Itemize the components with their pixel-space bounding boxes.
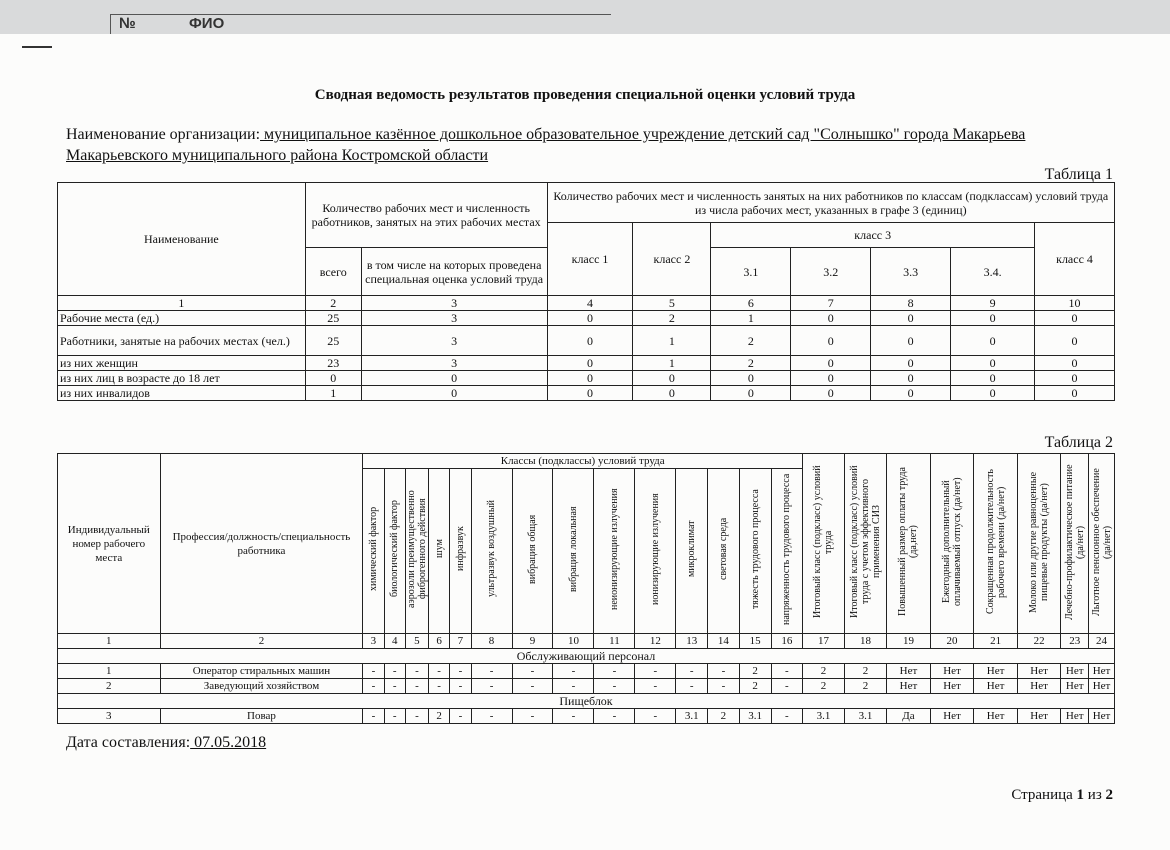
- t2-header-factor: напряженность трудового процесса: [771, 469, 803, 634]
- cell: -: [635, 679, 676, 694]
- cell: -: [450, 664, 471, 679]
- table1-caption: Таблица 1: [1044, 166, 1113, 183]
- cell: 0: [361, 371, 547, 386]
- cell: 0: [791, 371, 871, 386]
- organization-label: Наименование организации:: [66, 126, 261, 143]
- cell: -: [771, 664, 803, 679]
- table-row: [58, 679, 1115, 694]
- t2-header-factor: световая среда: [708, 469, 740, 634]
- t1-header-3-1: 3.1: [711, 248, 791, 296]
- page-current: 1: [1076, 787, 1085, 803]
- cell: 2: [711, 356, 791, 371]
- t1-header-classes: Количество рабочих мест и численность занятых на них работников по классам (подклассам) условий труда из числа рабочих мест, указанных в графе 3 (единиц): [547, 183, 1114, 223]
- cell: Нет: [974, 664, 1018, 679]
- cell: 0: [951, 386, 1035, 401]
- cell: -: [771, 679, 803, 694]
- workplace-number: 1: [58, 664, 161, 679]
- t1-header-class4: класс 4: [1035, 223, 1115, 296]
- cell: -: [512, 679, 553, 694]
- cell: 0: [951, 356, 1035, 371]
- t1-column-numbers: [58, 296, 1115, 311]
- cell: 1: [633, 326, 711, 356]
- t1-header-class2: класс 2: [633, 223, 711, 296]
- workplace-table: [57, 453, 1115, 724]
- cell: 3.1: [676, 709, 708, 724]
- cell: 0: [547, 371, 633, 386]
- t2-header-factor: ионизирующие излучения: [635, 469, 676, 634]
- cell: Нет: [974, 679, 1018, 694]
- t2-colnum: 7: [450, 634, 471, 649]
- t2-header-factor: микроклимат: [676, 469, 708, 634]
- cell: -: [384, 664, 405, 679]
- row-label: из них инвалидов: [58, 386, 306, 401]
- t2-colnum: 17: [803, 634, 845, 649]
- cell: 1: [305, 386, 361, 401]
- cell: -: [471, 679, 512, 694]
- cell: -: [676, 679, 708, 694]
- cell: -: [450, 709, 471, 724]
- row-label: Работники, занятые на рабочих местах (чел.): [58, 326, 306, 356]
- cell: 3: [361, 311, 547, 326]
- t2-header-extra: Ежегодный дополнительный оплачиваемый отпуск (да/нет): [930, 454, 974, 634]
- cell: 2: [803, 679, 845, 694]
- workplace-number: 3: [58, 709, 161, 724]
- t2-header-factor: химический фактор: [363, 469, 384, 634]
- page-mark: [22, 46, 52, 48]
- cell: Нет: [887, 664, 931, 679]
- cell: 25: [305, 311, 361, 326]
- cell: -: [594, 679, 635, 694]
- compile-date-value: 07.05.2018: [190, 734, 267, 751]
- t2-header-factor: шум: [428, 469, 449, 634]
- t2-column-numbers: [58, 634, 1115, 649]
- cell: 0: [791, 311, 871, 326]
- cell: 0: [871, 326, 951, 356]
- t2-colnum: 6: [428, 634, 449, 649]
- t1-colnum: 6: [711, 296, 791, 311]
- cell: -: [363, 679, 384, 694]
- t2-header-factor: неионизирующие излучения: [594, 469, 635, 634]
- cell: Нет: [1017, 709, 1061, 724]
- table-row: [58, 664, 1115, 679]
- cell: -: [708, 664, 740, 679]
- organization-line: [66, 124, 1126, 166]
- cell: Нет: [1017, 679, 1061, 694]
- table2-caption: Таблица 2: [1044, 434, 1113, 451]
- t1-colnum: 7: [791, 296, 871, 311]
- cell: 3.1: [739, 709, 771, 724]
- cell: -: [635, 664, 676, 679]
- cell: -: [471, 664, 512, 679]
- cell: Нет: [887, 679, 931, 694]
- cell: Нет: [1061, 679, 1089, 694]
- t2-header-factor: биологический фактор: [384, 469, 405, 634]
- compile-date: [66, 734, 266, 752]
- t2-colnum: 20: [930, 634, 974, 649]
- cell: 0: [1035, 371, 1115, 386]
- cell: -: [676, 664, 708, 679]
- cell: -: [450, 679, 471, 694]
- row-label: из них женщин: [58, 356, 306, 371]
- cell: 0: [711, 386, 791, 401]
- organization-value: муниципальное казённое дошкольное образовательное учреждение детский сад "Солнышко" города Макарьева Макарьевского муниципального района Костромской области: [66, 126, 1026, 164]
- cell: -: [363, 709, 384, 724]
- t2-header-extra: Итоговый класс (подкласс) условий труда с учетом эффективного применения СИЗ: [844, 454, 886, 634]
- t2-colnum: 12: [635, 634, 676, 649]
- cell: -: [594, 709, 635, 724]
- t2-colnum: 23: [1061, 634, 1089, 649]
- t2-header-extra: Сокращенная продолжительность рабочего времени (да/нет): [974, 454, 1018, 634]
- t1-header-3-4: 3.4.: [951, 248, 1035, 296]
- page-word: Страница: [1011, 787, 1073, 803]
- cell: 2: [708, 709, 740, 724]
- t2-header-extra: Повышенный размер оплаты труда (да,нет): [887, 454, 931, 634]
- cell: -: [405, 679, 428, 694]
- cell: -: [405, 709, 428, 724]
- table-row: [58, 371, 1115, 386]
- t2-header-profession: Профессия/должность/специальность работника: [160, 454, 363, 634]
- t2-colnum: 11: [594, 634, 635, 649]
- section-kitchen: Пищеблок: [58, 694, 1115, 709]
- t2-header-factor: инфразвук: [450, 469, 471, 634]
- t2-colnum: 16: [771, 634, 803, 649]
- cell: 25: [305, 326, 361, 356]
- cell: 3.1: [803, 709, 845, 724]
- t1-header-total: всего: [305, 248, 361, 296]
- table-row: [58, 709, 1115, 724]
- table-row: [58, 326, 1115, 356]
- cell: Нет: [930, 679, 974, 694]
- t2-colnum: 4: [384, 634, 405, 649]
- cell: 0: [871, 356, 951, 371]
- cell: -: [553, 709, 594, 724]
- cell: 0: [1035, 311, 1115, 326]
- cell: 0: [791, 326, 871, 356]
- row-label: Рабочие места (ед.): [58, 311, 306, 326]
- cell: 2: [633, 311, 711, 326]
- cell: -: [405, 664, 428, 679]
- cell: 23: [305, 356, 361, 371]
- cell: 0: [547, 326, 633, 356]
- cell: 0: [1035, 326, 1115, 356]
- cell: -: [384, 679, 405, 694]
- t2-colnum: 13: [676, 634, 708, 649]
- workplace-profession: Заведующий хозяйством: [160, 679, 363, 694]
- cell: Нет: [930, 709, 974, 724]
- cell: Нет: [1089, 709, 1115, 724]
- cell: 1: [633, 356, 711, 371]
- t1-header-name: Наименование: [58, 183, 306, 296]
- t2-colnum: 2: [160, 634, 363, 649]
- t1-colnum: 5: [633, 296, 711, 311]
- cell: 0: [547, 386, 633, 401]
- page-total: 2: [1105, 787, 1113, 803]
- t2-colnum: 19: [887, 634, 931, 649]
- ghost-col-name: ФИО: [189, 15, 225, 32]
- t2-header-factor: ультразвук воздушный: [471, 469, 512, 634]
- cell: -: [553, 664, 594, 679]
- cell: Нет: [1089, 679, 1115, 694]
- t2-colnum: 10: [553, 634, 594, 649]
- cell: 0: [951, 371, 1035, 386]
- t2-colnum: 15: [739, 634, 771, 649]
- t1-colnum: 2: [305, 296, 361, 311]
- cell: 0: [711, 371, 791, 386]
- t2-colnum: 21: [974, 634, 1018, 649]
- t2-header-classes: Классы (подклассы) условий труда: [363, 454, 803, 469]
- cell: 2: [844, 679, 886, 694]
- cell: Нет: [1061, 709, 1089, 724]
- cell: -: [771, 709, 803, 724]
- t1-header-class1: класс 1: [547, 223, 633, 296]
- cell: -: [471, 709, 512, 724]
- t1-colnum: 8: [871, 296, 951, 311]
- cell: Нет: [974, 709, 1018, 724]
- cell: -: [553, 679, 594, 694]
- cell: 0: [951, 326, 1035, 356]
- compile-date-label: Дата составления:: [66, 734, 191, 751]
- t2-colnum: 18: [844, 634, 886, 649]
- cell: 0: [1035, 386, 1115, 401]
- t2-colnum: 14: [708, 634, 740, 649]
- t1-header-3-3: 3.3: [871, 248, 951, 296]
- t2-header-extra: Лечебно-профилактическое питание (да/нет): [1061, 454, 1089, 634]
- t2-header-factor: тяжесть трудового процесса: [739, 469, 771, 634]
- cell: Нет: [1061, 664, 1089, 679]
- workplace-profession: Оператор стиральных машин: [160, 664, 363, 679]
- table-row: [58, 386, 1115, 401]
- t2-header-extra: Итоговый класс (подкласс) условий труда: [803, 454, 845, 634]
- t1-colnum: 4: [547, 296, 633, 311]
- cell: 0: [791, 386, 871, 401]
- summary-table: [57, 182, 1115, 401]
- t1-colnum: 9: [951, 296, 1035, 311]
- t1-colnum: 1: [58, 296, 306, 311]
- t2-header-extra: Молоко или другие равноценные пищевые продукты (да/нет): [1017, 454, 1061, 634]
- t1-header-3-2: 3.2: [791, 248, 871, 296]
- t2-header-extra: Льготное пенсионное обеспечение (да/нет): [1089, 454, 1115, 634]
- cell: -: [708, 679, 740, 694]
- t2-colnum: 22: [1017, 634, 1061, 649]
- t2-header-number: Индивидуальный номер рабочего места: [58, 454, 161, 634]
- cell: 2: [428, 709, 449, 724]
- cell: -: [428, 664, 449, 679]
- cell: -: [384, 709, 405, 724]
- page-indicator: [1011, 787, 1113, 804]
- cell: 0: [305, 371, 361, 386]
- cell: 2: [739, 664, 771, 679]
- cell: 2: [844, 664, 886, 679]
- cell: 0: [361, 386, 547, 401]
- cell: 0: [791, 356, 871, 371]
- cell: Нет: [930, 664, 974, 679]
- t1-colnum: 10: [1035, 296, 1115, 311]
- t1-header-class3: класс 3: [711, 223, 1035, 248]
- t2-colnum: 1: [58, 634, 161, 649]
- t2-colnum: 24: [1089, 634, 1115, 649]
- cell: 0: [871, 386, 951, 401]
- cell: 3: [361, 356, 547, 371]
- t2-header-factor: вибрация локальная: [553, 469, 594, 634]
- cell: 0: [871, 371, 951, 386]
- cell: 2: [803, 664, 845, 679]
- t1-header-count: Количество рабочих мест и численность работников, занятых на этих рабочих местах: [305, 183, 547, 248]
- cell: -: [635, 709, 676, 724]
- cell: 3.1: [844, 709, 886, 724]
- t2-colnum: 5: [405, 634, 428, 649]
- row-label: из них лиц в возрасте до 18 лет: [58, 371, 306, 386]
- t1-header-assessed: в том числе на которых проведена специальная оценка условий труда: [361, 248, 547, 296]
- cell: 0: [633, 386, 711, 401]
- t2-colnum: 9: [512, 634, 553, 649]
- cell: 0: [633, 371, 711, 386]
- cell: Нет: [1089, 664, 1115, 679]
- cell: 0: [547, 311, 633, 326]
- cell: Нет: [1017, 664, 1061, 679]
- cell: -: [428, 679, 449, 694]
- cell: -: [512, 664, 553, 679]
- scan-previous-sheet: [0, 0, 1170, 34]
- workplace-profession: Повар: [160, 709, 363, 724]
- cell: -: [363, 664, 384, 679]
- table-row: [58, 311, 1115, 326]
- document-title: Сводная ведомость результатов проведения специальной оценки условий труда: [314, 87, 856, 103]
- t2-header-factor: вибрация общая: [512, 469, 553, 634]
- cell: 2: [739, 679, 771, 694]
- table-row: [58, 356, 1115, 371]
- cell: 0: [871, 311, 951, 326]
- cell: 1: [711, 311, 791, 326]
- cell: -: [512, 709, 553, 724]
- workplace-number: 2: [58, 679, 161, 694]
- t2-header-factor: аэрозоли преимущественно фиброгенного действия: [405, 469, 428, 634]
- cell: 2: [711, 326, 791, 356]
- cell: Да: [887, 709, 931, 724]
- cell: -: [594, 664, 635, 679]
- t1-colnum: 3: [361, 296, 547, 311]
- cell: 3: [361, 326, 547, 356]
- ghost-col-number: №: [119, 15, 136, 32]
- cell: 0: [1035, 356, 1115, 371]
- t2-colnum: 8: [471, 634, 512, 649]
- t2-colnum: 3: [363, 634, 384, 649]
- page-of: из: [1087, 787, 1102, 803]
- cell: 0: [547, 356, 633, 371]
- section-service-staff: Обслуживающий персонал: [58, 649, 1115, 664]
- cell: 0: [951, 311, 1035, 326]
